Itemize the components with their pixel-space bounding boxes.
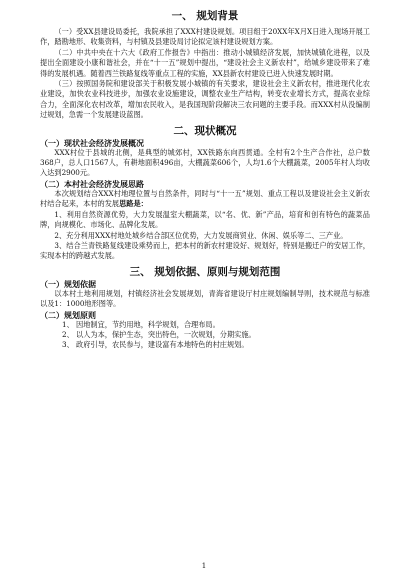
paragraph: 1、利用自然资源优势，大力发展温室大棚蔬菜，以“名、优、新”产品，培育和创有特色的蔬菜品牌，向规模化、市场化、品牌化发展。 [40, 209, 370, 230]
section-1-title: 一、 规划背景 [171, 10, 239, 22]
paragraph: （二）中共中央在十六大《政府工作报告》中指出：推动小城镇经济发展，加快城镇化进程，以及提出全面建设小康和谐社会，并在“十一五”规划中提出，“建设社会主义新农村”，给城乡建设带来了难得的发展机遇。随着西兰铁路复线等重点工程的实施，XX县新农村建设已进入快速发展时期。 [40, 47, 370, 78]
subsection-title: （二）本村社会经济发展思路 [40, 178, 144, 189]
list-item: 2、 以人为本，保护生态，突出特色，一次规划，分期实施。 [62, 329, 256, 339]
paragraph: 以本村土地利用规划，村镇经济社会发展规划，青海省建设厅村庄规划编制导则，技术规范与标准以及1：1000地形图等。 [40, 288, 370, 309]
page-number: 1 [201, 562, 207, 570]
paragraph: 3、结合兰青铁路复线建设乘势而上，把本村的新农村建设好、规划好，特别是搬迁户的安居工作，实现本村的跨越式发展。 [40, 240, 370, 261]
paragraph: （三）按照国务院和建设部关于积极发展小城镇的有关要求，建设社会主义新农村，推进现代化农业建设，加快农业科技进步，加强农业设施建设，调整农业生产结构，转变农业增长方式，提高农业综合力，全面深化农村改革，增加农民收入，是我国现阶段解决三农问题的主要手段。而XXX村从没编制过规划，急需一个发展建设蓝图。 [40, 79, 370, 120]
subsection-title: （一）规划依据 [40, 278, 96, 289]
subsection-title: （一）现状社会经济发展概况 [40, 137, 144, 148]
subsection-title: （二）规划原则 [40, 309, 96, 320]
paragraph-text: 本次规划结合XXX村地理位置与自然条件，同时与“十一五”规划、重点工程以及建设社会主义新农村结合起来，本村的发展 [40, 188, 370, 209]
list-item: 1、 因地制宜，节约用地，科学规划，合理布局。 [62, 319, 220, 329]
list-item: 3、 政府引导，农民参与，建设富有本地特色的村庄规划。 [62, 340, 249, 350]
paragraph [40, 189, 370, 210]
paragraph: XXX村位于县城的北侧，是典型的城郊村，XX铁路东向西贯通。全村有2个生产合作社，总户数368户，总人口1567人，有耕地面积496亩，大棚蔬菜606个，人均1.6个大棚蔬菜，2005年村人均收入达到2900元。 [40, 147, 370, 178]
bold-text: 思路是： [119, 199, 148, 209]
paragraph: （一）受XX县建设局委托，我院承担了XXX村建设规划。项目组于20XX年X月X日进入现场开展工作，踏勘地形、收集资料，与村镇及县建设局讨论拟定该村建设规划方案。 [40, 27, 370, 47]
section-2-title: 二、现状概况 [173, 124, 237, 137]
paragraph: 2、充分利用XXX村地处城乡结合部区位优势，大力发展商贸业、休闲、娱乐等二、三产业。 [54, 230, 348, 240]
section-3-title: 三、 规划依据、原则与规划范围 [129, 265, 281, 278]
